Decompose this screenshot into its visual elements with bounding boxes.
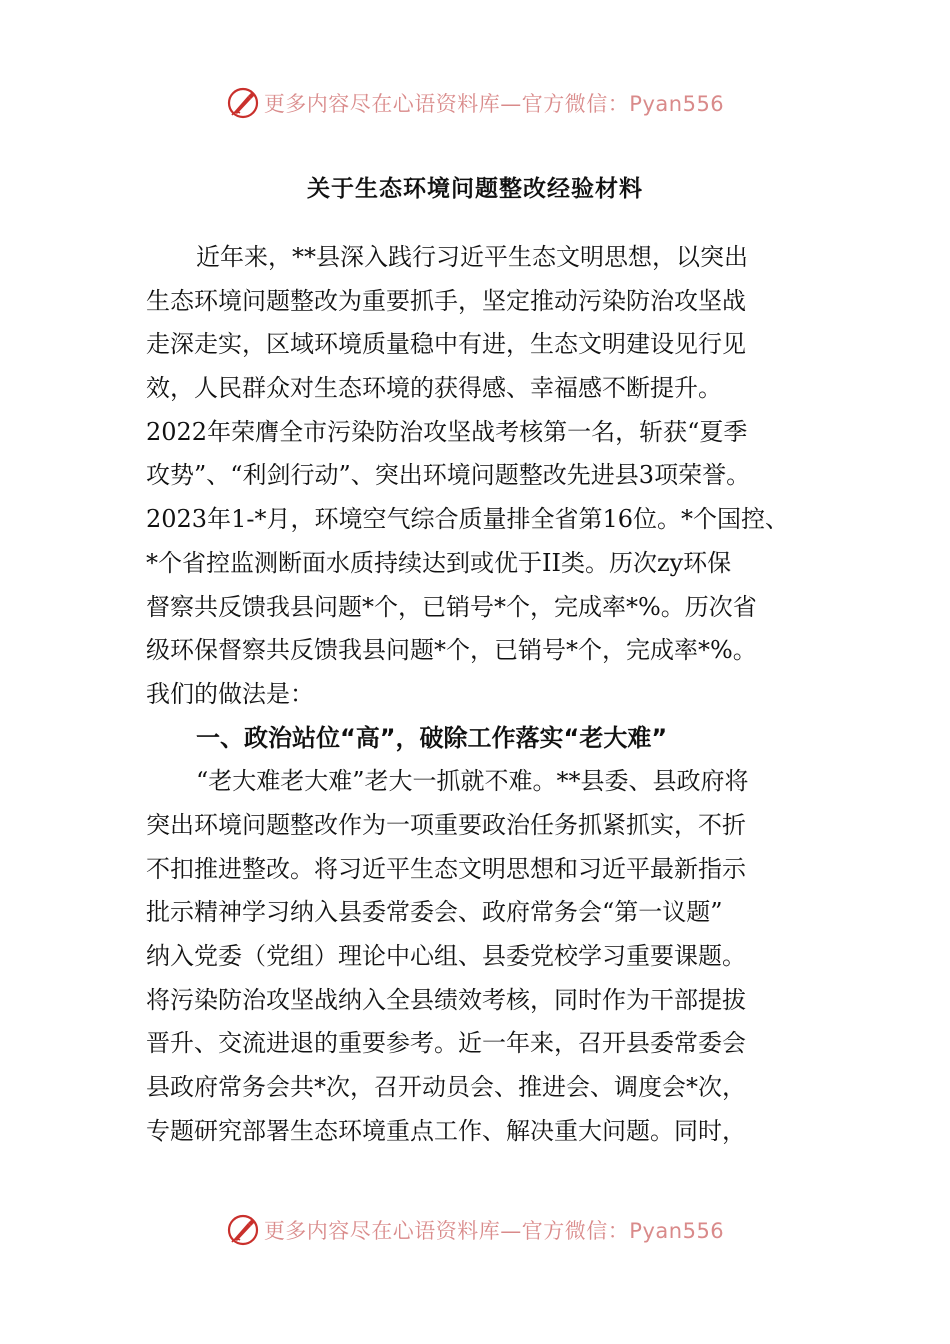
pen-logo-icon (226, 86, 260, 120)
paragraph-line: 2023年1-*月，环境空气综合质量排全省第16位。*个国控、 (146, 505, 789, 534)
paragraph-line: *个省控监测断面水质持续达到或优于II类。历次zy环保 (146, 548, 732, 577)
paragraph-line: 督察共反馈我县问题*个，已销号*个，完成率*%。历次省 (146, 592, 757, 621)
pen-logo-icon (226, 1213, 260, 1247)
paragraph-line: “老大难老大难”老大一抓就不难。**县委、县政府将 (196, 767, 749, 796)
paragraph-line: 批示精神学习纳入县委常委会、政府常务会“第一议题” (146, 898, 723, 927)
paragraph-line: 突出环境问题整改作为一项重要政治任务抓紧抓实，不折 (146, 810, 746, 839)
watermark-text: 更多内容尽在心语资料库—官方微信：Pyan556 (263, 92, 725, 116)
paragraph-line: 晋升、交流进退的重要参考。近一年来，召开县委常委会 (146, 1029, 746, 1058)
paragraph-line: 级环保督察共反馈我县问题*个，已销号*个，完成率*%。 (146, 636, 757, 665)
paragraph-line: 纳入党委（党组）理论中心组、县委党校学习重要课题。 (146, 942, 746, 970)
paragraph-line: 近年来，**县深入践行习近平生态文明思想，以突出 (196, 243, 748, 271)
paragraph-line: 县政府常务会共*次，召开动员会、推进会、调度会*次， (146, 1073, 746, 1102)
paragraph-line: 专题研究部署生态环境重点工作、解决重大问题。同时， (146, 1116, 746, 1145)
watermark-text: 更多内容尽在心语资料库—官方微信：Pyan556 (263, 1219, 725, 1243)
paragraph-line: 2022年荣膺全市污染防治攻坚战考核第一名，斩获“夏季 (146, 417, 748, 446)
paragraph-line: 生态环境问题整改为重要抓手，坚定推动污染防治攻坚战 (146, 286, 746, 315)
document-body (146, 236, 806, 1153)
paragraph-line: 将污染防治攻坚战纳入全县绩效考核，同时作为干部提拔 (146, 985, 746, 1014)
paragraph-line: 我们的做法是： (146, 679, 314, 708)
paragraph-line: 攻势”、“利剑行动”、突出环境问题整改先进县3项荣誉。 (146, 461, 751, 490)
paragraph-line: 走深走实，区域环境质量稳中有进，生态文明建设见行见 (146, 330, 746, 359)
header-watermark (0, 83, 950, 123)
footer-watermark (0, 1210, 950, 1250)
paragraph-line: 不扣推进整改。将习近平生态文明思想和习近平最新指示 (146, 854, 746, 883)
document-title: 关于生态环境问题整改经验材料 (307, 176, 643, 202)
section-heading: 一、政治站位“高”，破除工作落实“老大难” (196, 723, 668, 752)
paragraph-line: 效，人民群众对生态环境的获得感、幸福感不断提升。 (146, 374, 722, 403)
